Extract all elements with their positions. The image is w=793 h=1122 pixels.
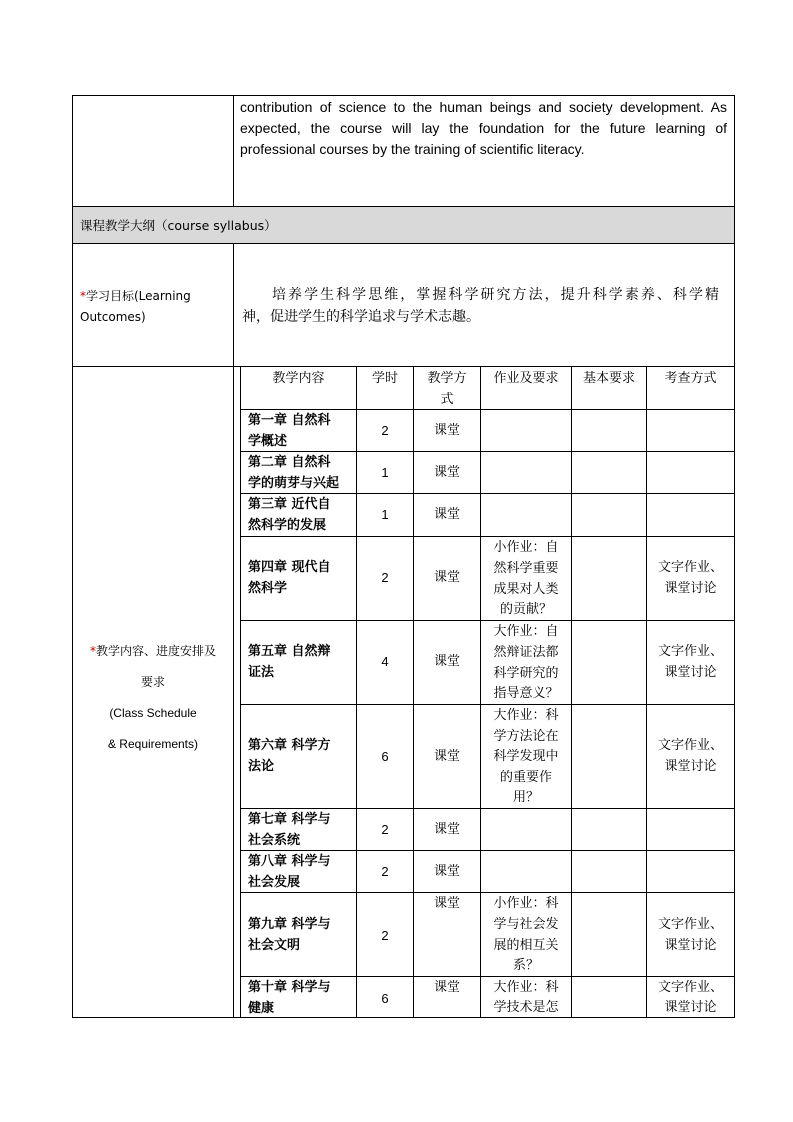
row-10-homework-line-2: 学技术是怎 (493, 1000, 559, 1015)
row-5-homework-line-1: 大作业：自 (493, 624, 559, 639)
header-method-2: 式 (440, 392, 454, 407)
row-4-method: 课堂 (433, 570, 460, 585)
schedule-label-line-3: (Class Schedule (109, 706, 197, 720)
inner-left-border (240, 366, 241, 1018)
row-3-hours: 1 (381, 507, 389, 522)
row-6-method: 课堂 (433, 749, 460, 764)
row-8-chapter-line-1: 第八章 科学与 (248, 854, 331, 869)
row-2-hours: 1 (381, 465, 389, 480)
row-6-homework-line-3: 科学发现中 (493, 749, 559, 764)
syllabus-header-title: 课程教学大纲（course syllabus） (80, 218, 277, 233)
required-star: * (80, 289, 86, 303)
row-5-homework-line-2: 然辩证法都 (493, 645, 559, 660)
header-method-1: 教学方 (427, 371, 467, 386)
row-5-assessment-line-2: 课堂讨论 (664, 665, 717, 680)
table-top-border (72, 95, 735, 96)
row-5-method: 课堂 (433, 654, 460, 669)
outcomes-col-divider (233, 243, 234, 367)
row-7-chapter-line-2: 社会系统 (248, 833, 301, 848)
outcomes-bottom-border (72, 366, 735, 367)
row-7-method: 课堂 (433, 822, 460, 837)
row-6-assessment-line-2: 课堂讨论 (664, 759, 717, 774)
row-9-homework-line-1: 小作业：科 (493, 896, 559, 911)
header-homework: 作业及要求 (493, 371, 559, 386)
header-hours: 学时 (371, 371, 398, 386)
syllabus-header-bottom-border (72, 243, 735, 244)
row-6-homework-line-4: 的重要作 (499, 770, 552, 785)
row-9-hours: 2 (381, 928, 389, 943)
row-7-hours: 2 (381, 822, 389, 837)
row-2-method: 课堂 (433, 465, 460, 480)
row-9-homework-line-3: 展的相互关 (493, 938, 559, 953)
row-4-homework-line-2: 然科学重要 (493, 561, 559, 576)
row-2-chapter-line-2: 学的萌芽与兴起 (248, 476, 340, 491)
row-4-homework-line-4: 的贡献？ (499, 602, 552, 617)
required-star: * (89, 644, 96, 658)
row-9-chapter-line-2: 社会文明 (248, 938, 301, 953)
schedule-col-divider (233, 366, 234, 1018)
row-4-assessment-line-2: 课堂讨论 (664, 581, 717, 596)
row-3-chapter-line-2: 然科学的发展 (248, 518, 327, 533)
intro-line-3: professional courses by the training of scientific literacy. (240, 141, 585, 157)
row-5-homework-line-4: 指导意义？ (493, 686, 559, 701)
row-3-method: 课堂 (433, 507, 460, 522)
row-2-chapter-line-1: 第二章 自然科 (248, 455, 331, 470)
row-10-chapter-line-2: 健康 (248, 1001, 275, 1016)
row-9-homework-line-4: 系？ (512, 958, 539, 973)
table-bottom-border (72, 1017, 735, 1018)
row-10-assessment-line-1: 文字作业、 (657, 980, 723, 995)
outcomes-label-line-1 (80, 286, 191, 306)
intro-line-1: contribution of science to the human beings and society development. As (240, 99, 727, 115)
row-1-method: 课堂 (433, 423, 460, 438)
row-5-homework-line-3: 科学研究的 (493, 666, 559, 681)
row-10-hours: 6 (381, 991, 389, 1006)
row-3-chapter-line-1: 第三章 近代自 (248, 497, 331, 512)
inner-col-basic (571, 366, 572, 1018)
row-6-homework-line-1: 大作业：科 (493, 708, 559, 723)
row-9-homework-line-2: 学与社会发 (493, 917, 559, 932)
row-1-chapter-line-2: 学概述 (248, 434, 288, 449)
row-5-chapter-line-2: 证法 (248, 665, 275, 680)
row-9-method: 课堂 (433, 896, 460, 911)
row-6-chapter-line-2: 法论 (248, 759, 275, 774)
row-10-method: 课堂 (433, 980, 460, 995)
row-1-chapter-line-1: 第一章 自然科 (248, 413, 331, 428)
row-8-method: 课堂 (433, 864, 460, 879)
outcomes-label-text: 学习目标(Learning (86, 289, 191, 303)
row-4-homework-line-3: 成果对人类 (493, 582, 559, 597)
row-7-chapter-line-1: 第七章 科学与 (248, 812, 331, 827)
row-8-chapter-line-2: 社会发展 (248, 875, 301, 890)
row-6-homework-line-2: 学方法论在 (493, 729, 559, 744)
row-10-homework-line-1: 大作业：科 (493, 980, 559, 995)
row-8-hours: 2 (381, 864, 389, 879)
row-9-chapter-line-1: 第九章 科学与 (248, 917, 331, 932)
row-4-assessment-line-1: 文字作业、 (657, 560, 723, 575)
row-5-hours: 4 (381, 654, 389, 669)
schedule-label-line-4: & Requirements) (107, 737, 199, 751)
row-10-assessment-line-2: 课堂讨论 (664, 1000, 717, 1015)
schedule-label-line-1 (73, 641, 233, 661)
row-4-homework-line-1: 小作业：自 (493, 540, 559, 555)
row-4-hours: 2 (381, 570, 389, 585)
row-1-hours: 2 (381, 423, 389, 438)
outcomes-label-line-2: Outcomes) (80, 310, 146, 324)
outcomes-text-line-2: 神，促进学生的科学追求与学术志趣。 (242, 309, 480, 325)
header-basic: 基本要求 (582, 371, 635, 386)
row-5-assessment-line-1: 文字作业、 (657, 644, 723, 659)
row-6-chapter-line-1: 第六章 科学方 (248, 738, 331, 753)
schedule-label-line-2: 要求 (140, 675, 165, 689)
outcomes-text-line-1: 培养学生科学思维，掌握科学研究方法，提升科学素养、科学精 (272, 287, 719, 303)
header-content: 教学内容 (272, 371, 325, 386)
row-6-hours: 6 (381, 749, 389, 764)
row-4-chapter-line-2: 然科学 (248, 581, 288, 596)
row-5-chapter-line-1: 第五章 自然辩 (248, 644, 331, 659)
row-9-assessment-line-2: 课堂讨论 (664, 938, 717, 953)
row-6-assessment-line-1: 文字作业、 (657, 738, 723, 753)
row-10-chapter-line-1: 第十章 科学与 (248, 980, 331, 995)
row-4-chapter-line-1: 第四章 现代自 (248, 560, 331, 575)
row-9-assessment-line-1: 文字作业、 (657, 917, 723, 932)
intro-col-divider (233, 95, 234, 206)
intro-line-2: expected, the course will lay the foundation for the future learning of (240, 120, 727, 136)
row-6-homework-line-5: 用？ (512, 790, 539, 805)
table-right-border (734, 95, 735, 1018)
header-assessment: 考查方式 (664, 371, 717, 386)
schedule-label-text: 教学内容、进度安排及 (95, 644, 216, 658)
